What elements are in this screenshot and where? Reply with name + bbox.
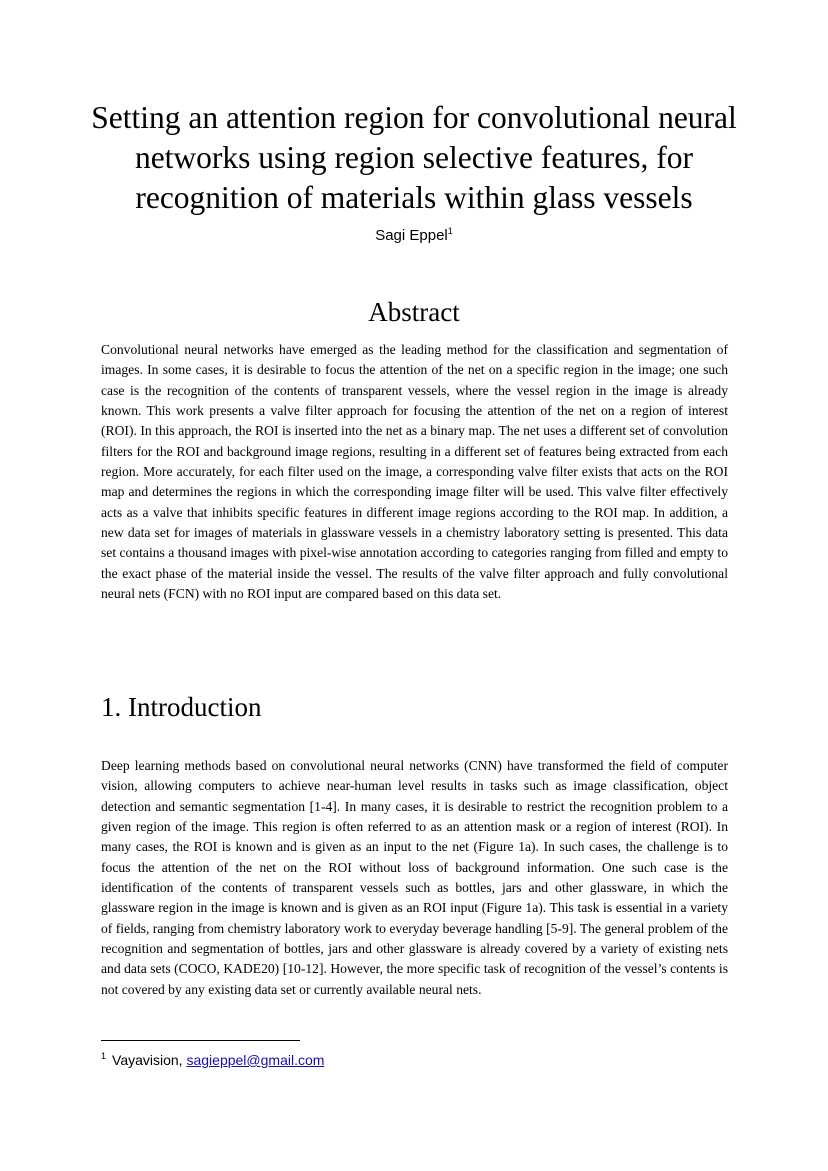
abstract-text: Convolutional neural networks have emerged as the leading method for the classification and segmentation of images. In some cases, it is desirable to focus the attention of the net on a specific region in the image; one such case is the recognition of the contents of transparent vessels, where the vessel region in the image is already known. This work presents a valve filter approach for focusing the attention of the net on a region of interest (ROI). In this approach, the ROI is inserted into the net as a binary map. The net uses a different set of convolution filters for the ROI and background image regions, resulting in a different set of features being extracted from each region. More accurately, for each filter used on the image, a corresponding valve filter exists that acts on the ROI map and determines the regions in which the corresponding image filter will be used. This valve filter effectively acts as a valve that inhibits specific features in different image regions according to the ROI map. In addition, a new data set for images of materials in glassware vessels in a chemistry laboratory setting is presented. This data set contains a thousand images with pixel-wise annotation according to categories ranging from filled and empty to the exact phase of the material inside the vessel. The results of the valve filter approach and fully convolutional neural nets (FCN) with no ROI input are compared based on this data set. xyxy=(101,342,728,602)
abstract-heading: Abstract xyxy=(368,297,460,327)
title-line-3: recognition of materials within glass vessels xyxy=(135,180,693,215)
author-name: Sagi Eppel xyxy=(375,227,448,244)
author-footnote-marker: 1 xyxy=(447,226,453,236)
title-line-2: networks using region selective features, for xyxy=(134,140,694,175)
author-line xyxy=(0,226,828,246)
footnote-email-link[interactable]: sagieppel@gmail.com xyxy=(186,1052,325,1068)
footnote xyxy=(101,1050,324,1070)
title-line-1: Setting an attention region for convolutional neural xyxy=(91,100,737,135)
footnote-divider xyxy=(101,1040,300,1041)
footnote-affiliation: Vayavision, xyxy=(112,1052,183,1068)
paper-title xyxy=(60,98,768,218)
introduction-heading: 1. Introduction xyxy=(101,692,262,722)
introduction-text: Deep learning methods based on convolutional neural networks (CNN) have transformed the field of computer vision, allowing computers to achieve near-human level results in tasks such as image classification, object detection and semantic segmentation [1-4]. In many cases, it is desirable to restrict the recognition problem to a given region of the image. This region is often referred to as an attention mask or a region of interest (ROI). In many cases, the ROI is known and is given as an input to the net (Figure 1a). In such cases, the challenge is to focus the attention of the net on the ROI without loss of background information. One such case is the identification of the contents of transparent vessels such as bottles, jars and other glassware, in which the glassware region in the image is known and is given as an ROI input (Figure 1a). This task is essential in a variety of fields, ranging from chemistry laboratory work to everyday beverage handling [5-9]. The general problem of the recognition and segmentation of bottles, jars and other glassware is already covered by a variety of existing nets and data sets (COCO, KADE20) [10-12]. However, the more specific task of recognition of the vessel’s contents is not covered by any existing data set or currently available neural nets. xyxy=(101,758,728,997)
footnote-marker: 1 xyxy=(101,1051,107,1062)
